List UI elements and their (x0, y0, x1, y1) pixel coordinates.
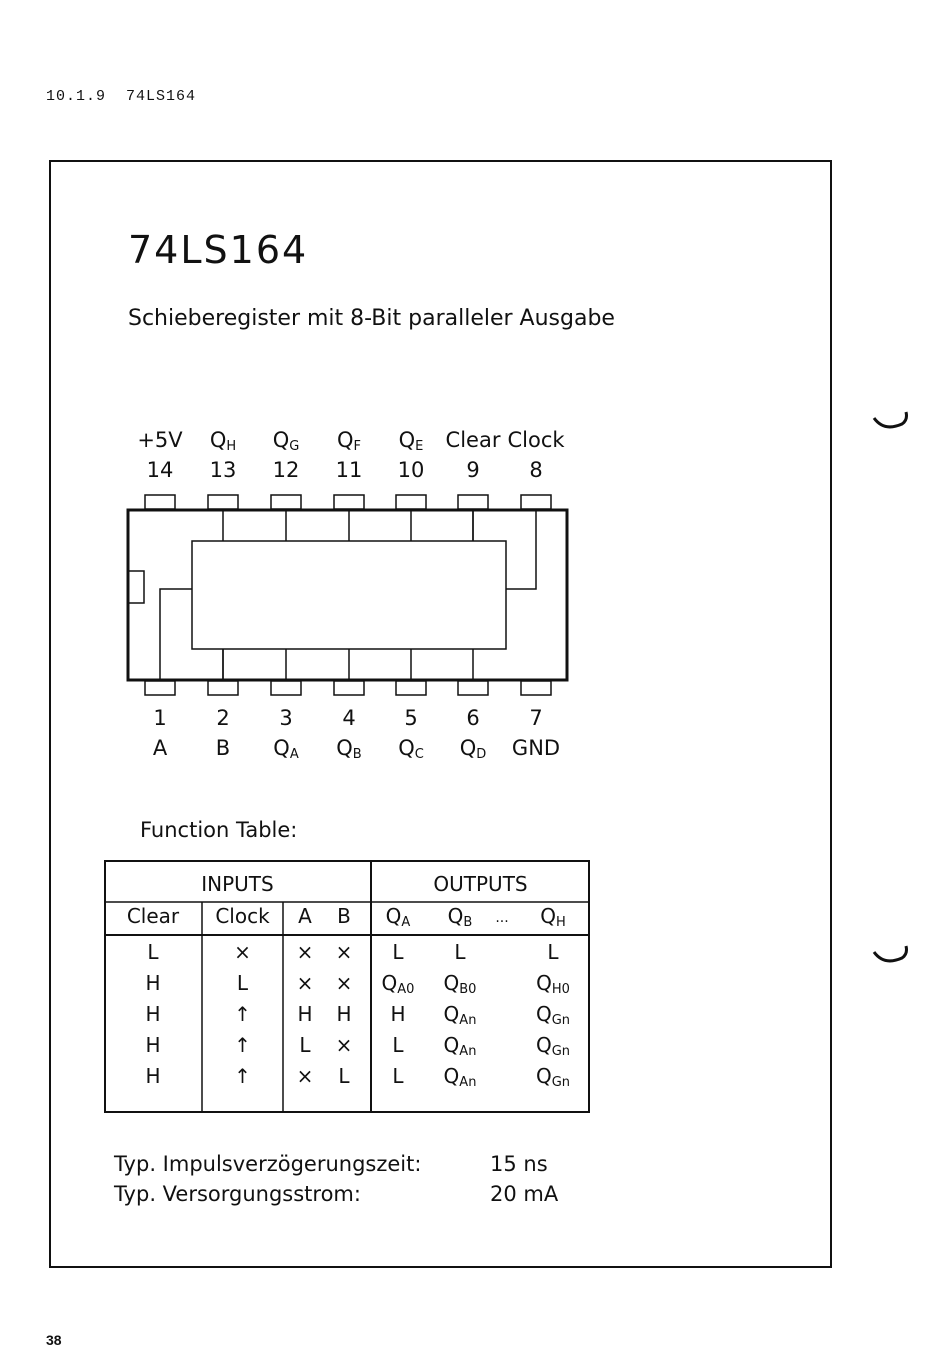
top-pin-pad (396, 495, 426, 509)
page-number: 38 (46, 1332, 62, 1348)
bottom-pin-pad (271, 681, 301, 695)
table-cell-qa: H (390, 1002, 406, 1026)
pin-number: 13 (209, 458, 237, 482)
bottom-pin-pad (208, 681, 238, 695)
table-cell-clear: H (145, 1002, 161, 1026)
binding-curl-mark (872, 410, 910, 432)
pin-number: 1 (153, 706, 167, 730)
table-cell-a: × (296, 1064, 314, 1088)
table-cell-a: H (297, 1002, 313, 1026)
table-cell-qh: $Q_{H0}$ (536, 971, 570, 997)
table-cell-b: H (336, 1002, 352, 1026)
pin-number: 2 (216, 706, 230, 730)
spec-current-label: Typ. Versorgungsstrom: (114, 1182, 361, 1206)
table-cell-qb: $Q_{An}$ (443, 1002, 477, 1028)
col-qa-header: $Q_A$ (385, 904, 411, 930)
table-cell-qa: L (392, 1033, 404, 1057)
section-number: 10.1.9 (46, 88, 107, 105)
table-cell-qb: $Q_{B0}$ (443, 971, 477, 997)
spec-delay-label: Typ. Impulsverzögerungszeit: (114, 1152, 422, 1176)
pin-name: $Q_G$ (272, 428, 300, 454)
table-cell-qa: L (392, 940, 404, 964)
table-cell-qb: $Q_{An}$ (443, 1064, 477, 1090)
table-cell-a: × (296, 940, 314, 964)
table-cell-clock: ↑ (234, 1064, 251, 1088)
bottom-pin-pad (521, 681, 551, 695)
function-table-label: Function Table: (140, 818, 298, 842)
pin-name: A (152, 736, 168, 760)
pin-number: 14 (146, 458, 174, 482)
table-cell-clear: H (145, 1033, 161, 1057)
table-cell-qh: $Q_{Gn}$ (535, 1064, 571, 1090)
pin-number: 4 (342, 706, 356, 730)
input-a-trace (160, 589, 192, 680)
pin-name: +5V (137, 428, 183, 452)
table-cell-qb: $Q_{An}$ (443, 1033, 477, 1059)
col-b-header: B (337, 904, 351, 928)
pin-name: $Q_A$ (273, 736, 299, 762)
pin-name: $Q_E$ (398, 428, 424, 454)
pin-number: 6 (466, 706, 480, 730)
outputs-group-header: OUTPUTS (433, 872, 528, 896)
top-pin-pad (271, 495, 301, 509)
top-pin-pad (334, 495, 364, 509)
pin-name: GND (511, 736, 561, 760)
top-pin-pad (521, 495, 551, 509)
inputs-group-header: INPUTS (201, 872, 274, 896)
pin-number: 11 (335, 458, 363, 482)
table-cell-qa: $Q_{A0}$ (381, 971, 415, 997)
bottom-pin-pad (334, 681, 364, 695)
pin-name: B (215, 736, 231, 760)
table-cell-a: × (296, 971, 314, 995)
section-part: 74LS164 (126, 88, 197, 105)
pin-name: $Q_C$ (398, 736, 424, 762)
ic-orientation-notch (128, 571, 144, 603)
pin-name: Clear (445, 428, 501, 452)
pin-name: $Q_F$ (336, 428, 361, 454)
ic-package-body (128, 510, 567, 680)
bottom-pin-pad (396, 681, 426, 695)
table-cell-b: × (335, 940, 353, 964)
table-cell-clear: H (145, 971, 161, 995)
table-cell-qh: L (547, 940, 559, 964)
pin-name: $Q_B$ (336, 736, 362, 762)
ic-title: 74LS164 (128, 228, 309, 272)
pin-name: $Q_H$ (209, 428, 237, 454)
function-table (104, 860, 590, 1113)
col-clock-header: Clock (215, 904, 270, 928)
table-cell-b: × (335, 1033, 353, 1057)
table-cell-clock: L (236, 971, 249, 995)
pin-number: 7 (529, 706, 543, 730)
pin-number: 8 (529, 458, 543, 482)
col-clear-header: Clear (126, 904, 180, 928)
col-qh-header: $Q_H$ (540, 904, 566, 930)
table-cell-qb: L (454, 940, 466, 964)
table-cell-a: L (299, 1033, 311, 1057)
table-cell-qh: $Q_{Gn}$ (535, 1033, 571, 1059)
table-cell-clear: H (145, 1064, 161, 1088)
top-pin-pad (208, 495, 238, 509)
table-cell-b: × (335, 971, 353, 995)
col-qb-header: $Q_B$ (447, 904, 473, 930)
ic-internal-block (192, 541, 506, 649)
pin-number: 10 (397, 458, 425, 482)
pin-number: 5 (404, 706, 418, 730)
spec-delay-value: 15 ns (490, 1152, 548, 1176)
pin-number: 9 (466, 458, 480, 482)
table-cell-clear: L (147, 940, 159, 964)
top-pin-pad (458, 495, 488, 509)
pin-name: $Q_D$ (459, 736, 487, 762)
pin-name: Clock (507, 428, 565, 452)
table-cell-b: L (338, 1064, 350, 1088)
clock-pin-trace (506, 510, 536, 589)
table-cell-qa: L (392, 1064, 404, 1088)
pin-number: 12 (272, 458, 300, 482)
ic-subtitle: Schieberegister mit 8-Bit paralleler Ausgabe (128, 306, 615, 331)
binding-curl-mark (872, 944, 910, 966)
pin-number: 3 (279, 706, 293, 730)
table-cell-clock: × (234, 940, 251, 964)
table-cell-clock: ↑ (234, 1002, 251, 1026)
bottom-pin-pad (458, 681, 488, 695)
table-cell-clock: ↑ (234, 1033, 251, 1057)
col-dots-header: ... (495, 910, 509, 926)
spec-current-value: 20 mA (490, 1182, 559, 1206)
top-pin-pad (145, 495, 175, 509)
col-a-header: A (298, 904, 312, 928)
table-cell-qh: $Q_{Gn}$ (535, 1002, 571, 1028)
bottom-pin-pad (145, 681, 175, 695)
